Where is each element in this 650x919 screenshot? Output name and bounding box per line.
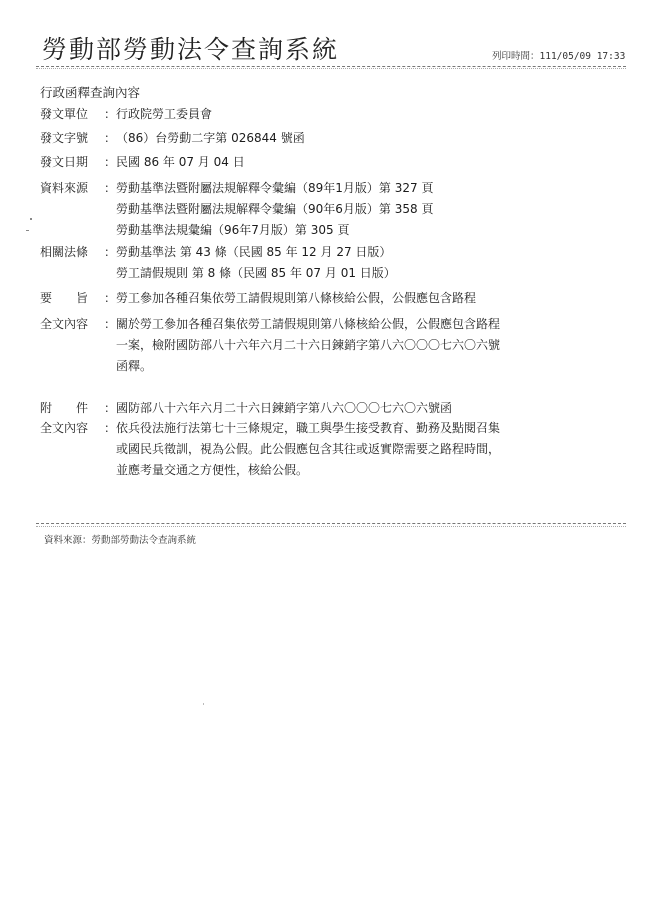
- source-line: 勞動基準法規彙編（96年7月版）第 305 頁: [116, 223, 350, 237]
- page-title: 勞動部勞動法令查詢系統: [42, 35, 340, 64]
- field-colon: ：: [104, 291, 117, 305]
- source-line: 勞動基準法暨附屬法規解釋令彙編（90年6月版）第 358 頁: [116, 202, 434, 216]
- field-colon: ：: [104, 155, 117, 169]
- field-value: （86）台勞動二字第 026844 號函: [116, 131, 305, 145]
- field-full-text: [40, 314, 500, 377]
- scan-speck: [203, 703, 204, 705]
- field-value: [116, 314, 500, 377]
- scan-speck: [30, 218, 32, 220]
- field-value: 國防部八十六年六月二十六日鍊銷字第八六〇〇〇七六〇六號函: [116, 401, 453, 415]
- print-time: 列印時間：111/05/09 17:33: [492, 51, 626, 62]
- text-line: 並應考量交通之方便性，核給公假。: [116, 463, 309, 477]
- text-line: 依兵役法施行法第七十三條規定，職工與學生接受教育、勤務及點閱召集: [116, 421, 501, 435]
- field-colon: ：: [104, 401, 117, 415]
- field-label: 全文內容: [40, 421, 89, 435]
- header-divider: [36, 66, 626, 67]
- field-colon: ：: [104, 107, 117, 121]
- field-value: 民國 86 年 07 月 04 日: [116, 155, 245, 169]
- text-line: 函釋。: [116, 359, 153, 373]
- field-label: 發文單位: [40, 107, 89, 121]
- field-date: [40, 152, 245, 173]
- field-summary: [40, 288, 476, 309]
- field-colon: ：: [104, 245, 117, 259]
- law-line: 勞工請假規則 第 8 條（民國 85 年 07 月 01 日版）: [116, 266, 396, 280]
- field-colon: ：: [104, 131, 117, 145]
- field-label: 發文日期: [40, 155, 89, 169]
- field-colon: ：: [104, 317, 117, 331]
- field-doc-no: [40, 128, 305, 149]
- text-line: 一案，檢附國防部八十六年六月二十六日鍊銷字第八六〇〇〇七六〇六號: [116, 338, 501, 352]
- field-attachment: [40, 398, 452, 419]
- header-divider-secondary: [36, 68, 626, 69]
- law-line: 勞動基準法 第 43 條（民國 85 年 12 月 27 日版）: [116, 245, 392, 259]
- field-colon: ：: [104, 421, 117, 435]
- text-line: 關於勞工參加各種召集依勞工請假規則第八條核給公假，公假應包含路程: [116, 317, 501, 331]
- section-subtitle: 行政函釋查詢內容: [40, 85, 141, 100]
- field-label: 發文字號: [40, 131, 89, 145]
- field-value: [116, 178, 433, 241]
- field-related-laws: [40, 242, 396, 284]
- field-label: 附 件: [40, 401, 89, 415]
- field-value: 行政院勞工委員會: [116, 107, 213, 121]
- field-label: 相關法條: [40, 245, 89, 259]
- field-colon: ：: [104, 181, 117, 195]
- footer-divider-secondary: [36, 526, 626, 527]
- field-attachment-text: [40, 418, 500, 481]
- scan-speck: [26, 230, 29, 231]
- footer-source: 資料來源：勞動部勞動法令查詢系統: [44, 535, 197, 546]
- text-line: 或國民兵徵訓，視為公假。此公假應包含其往或返實際需要之路程時間，: [116, 442, 501, 456]
- field-unit: [40, 104, 212, 125]
- footer-divider: [36, 523, 626, 524]
- field-label: 全文內容: [40, 317, 89, 331]
- source-line: 勞動基準法暨附屬法規解釋令彙編（89年1月版）第 327 頁: [116, 181, 434, 195]
- field-value: [116, 418, 500, 481]
- field-label: 資料來源: [40, 181, 89, 195]
- field-sources: [40, 178, 433, 241]
- field-value: 勞工參加各種召集依勞工請假規則第八條核給公假，公假應包含路程: [116, 291, 477, 305]
- field-value: [116, 242, 396, 284]
- field-label: 要 旨: [40, 291, 89, 305]
